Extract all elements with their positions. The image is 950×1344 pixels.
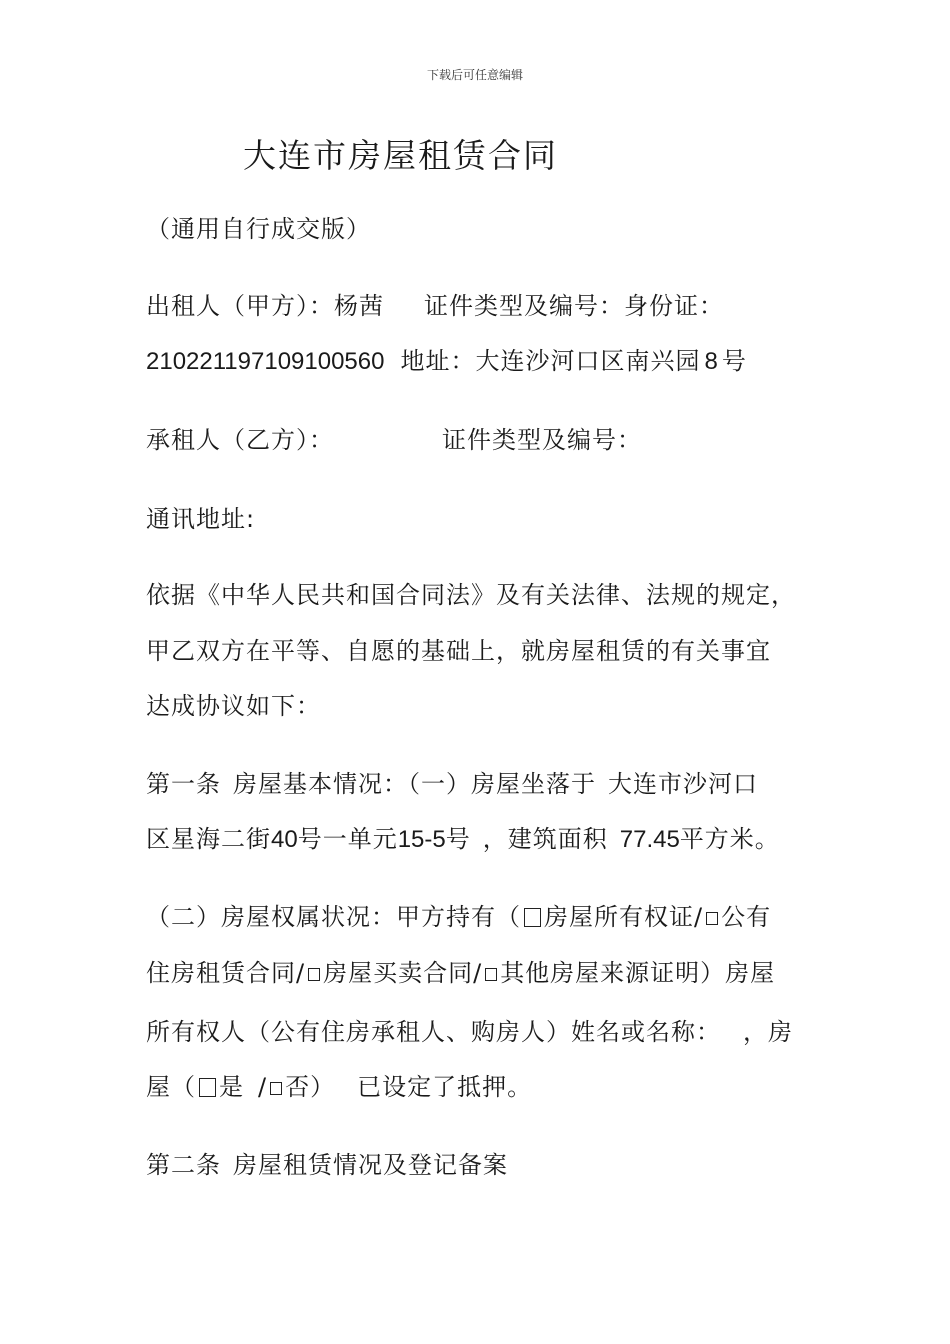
article1-location-a: 大连市沙河口	[608, 770, 758, 798]
lessee-label: 承租人（乙方）：	[146, 426, 334, 454]
article1-line-1	[146, 767, 758, 801]
checkbox-ownership-certificate[interactable]	[524, 908, 541, 927]
option-separator: /	[258, 1073, 268, 1101]
article1-part1: （一）房屋坐落于	[408, 770, 596, 798]
lessor-name: 杨茜	[334, 292, 384, 320]
article1-part2-line-2	[146, 956, 775, 990]
option-public-housing-a: 公有	[721, 903, 772, 931]
option-public-housing-b: 住房租赁合同/	[146, 959, 306, 987]
article1-area-label: ，建筑面积	[482, 825, 608, 853]
article1-area-value: 77.45	[619, 826, 680, 853]
option-mortgage-yes: 是	[219, 1073, 244, 1101]
document-title: 大连市房屋租赁合同	[243, 136, 558, 175]
owner-name-end: ，房	[743, 1018, 793, 1046]
article1-location-c: 号一单元	[297, 825, 398, 853]
article1-part2-line-3	[146, 1015, 793, 1049]
lessor-label: 出租人（甲方）：	[146, 292, 334, 320]
lessor-address-label: 地址：	[400, 347, 476, 375]
checkbox-other-proof[interactable]	[485, 968, 497, 981]
option-other-proof: 其他房屋来源证明）房屋	[500, 959, 776, 987]
article1-unit-no: 15-5	[397, 826, 446, 853]
article1-part2-line-1	[146, 900, 771, 934]
lessee-id-label: 证件类型及编号：	[442, 426, 642, 454]
mortgage-intro: 屋（	[146, 1073, 196, 1101]
checkbox-purchase-contract[interactable]	[308, 968, 320, 981]
checkbox-mortgage-yes[interactable]	[199, 1078, 216, 1097]
lessor-address-no: 8	[704, 348, 718, 375]
preamble-line-1: 依据《中华人民共和国合同法》及有关法律、法规的规定，	[146, 581, 796, 609]
contact-address-line: 通讯地址:	[146, 505, 256, 533]
lessor-id-address-line	[146, 344, 747, 379]
article2-title: 房屋租赁情况及登记备案	[233, 1151, 508, 1179]
option-purchase-contract: 房屋买卖合同/	[323, 959, 483, 987]
option-ownership-certificate: 房屋所有权证/	[544, 903, 704, 931]
article1-street-no: 40	[271, 826, 298, 853]
header-note: 下载后可任意编辑	[426, 68, 523, 82]
article1-location-b: 区星海二街	[146, 825, 271, 853]
article1-part2-line-4	[146, 1070, 532, 1104]
lessor-id-number: 210221197109100560	[146, 348, 385, 375]
lessor-address-suffix: 号	[721, 347, 747, 375]
lessor-address-text: 大连沙河口区南兴园	[475, 347, 701, 375]
lessee-line	[146, 423, 642, 457]
lessor-line	[146, 289, 724, 323]
document-subtitle: （通用自行成交版）	[146, 215, 371, 243]
option-mortgage-no: 否）	[285, 1073, 336, 1101]
article1-area-unit: 平方米。	[679, 825, 780, 853]
article1-heading: 第一条	[146, 770, 221, 798]
preamble-line-3: 达成协议如下：	[146, 692, 321, 720]
lessor-id-label: 证件类型及编号：身份证：	[424, 292, 724, 320]
article1-line-2	[146, 822, 780, 857]
ownership-intro: （二）房屋权属状况：甲方持有（	[146, 903, 521, 931]
article1-location-d: 号	[445, 825, 471, 853]
preamble-line-2: 甲乙双方在平等、自愿的基础上，就房屋租赁的有关事宜	[146, 637, 771, 665]
checkbox-mortgage-no[interactable]	[270, 1082, 282, 1095]
article2-line	[146, 1148, 508, 1182]
checkbox-public-housing-lease[interactable]	[706, 912, 718, 925]
mortgage-end: 已设定了抵押。	[357, 1073, 533, 1101]
owner-name-label: 所有权人（公有住房承租人、购房人）姓名或名称：	[146, 1018, 721, 1046]
article1-title: 房屋基本情况：	[233, 770, 408, 798]
article2-heading: 第二条	[146, 1151, 221, 1179]
